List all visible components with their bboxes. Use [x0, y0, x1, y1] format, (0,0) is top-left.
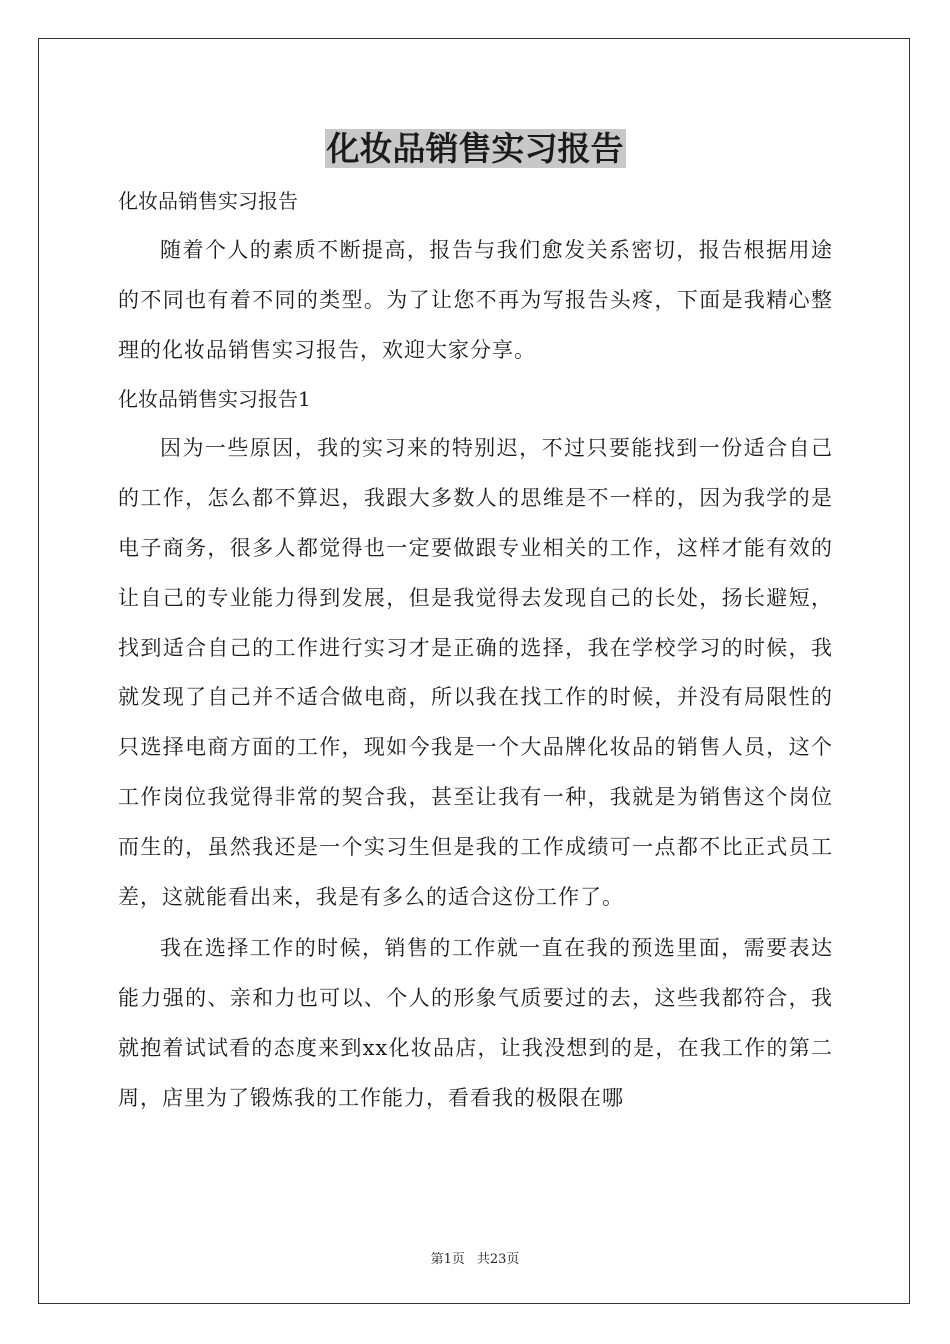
page-number: 第1页 — [430, 1252, 465, 1267]
body-paragraph-1: 因为一些原因，我的实习来的特别迟，不过只要能找到一份适合自己的工作，怎么都不算迟，我跟大多数人的思维是不一样的，因为我学的是电子商务，很多人都觉得也一定要做跟专业相关的工作，这样才能有效的让自己的专业能力得到发展，但是我觉得去发现自己的长处，扬长避短，找到适合自己的工作进行实习才是正确的选择，我在学校学习的时候，我就发现了自己并不适合做电商，所以我在找工作的时候，并没有局限性的只选择电商方面的工作，现如今我是一个大品牌化妆品的销售人员，这个工作岗位我觉得非常的契合我，甚至让我有一种，我就是为销售这个岗位而生的，虽然我还是一个实习生但是我的工作成绩可一点都不比正式员工差，这就能看出来，我是有多么的适合这份工作了。 — [118, 436, 833, 909]
document-body — [118, 177, 833, 1124]
document-title-text: 化妆品销售实习报告 — [326, 129, 624, 168]
document-title — [0, 127, 950, 171]
intro-paragraph: 随着个人的素质不断提高，报告与我们愈发关系密切，报告根据用途的不同也有着不同的类型。为了让您不再为写报告头疼，下面是我精心整理的化妆品销售实习报告，欢迎大家分享。 — [118, 238, 833, 362]
page-total: 共23页 — [476, 1252, 520, 1267]
page-footer — [0, 1248, 950, 1267]
body-paragraph-2: 我在选择工作的时候，销售的工作就一直在我的预选里面，需要表达能力强的、亲和力也可以、个人的形象气质要过的去，这些我都符合，我就抱着试试看的态度来到xx化妆品店，让我没想到的是，在我工作的第二周，店里为了锻炼我的工作能力，看看我的极限在哪 — [118, 936, 833, 1110]
document-subtitle: 化妆品销售实习报告 — [118, 189, 298, 213]
section-heading: 化妆品销售实习报告1 — [118, 387, 311, 412]
